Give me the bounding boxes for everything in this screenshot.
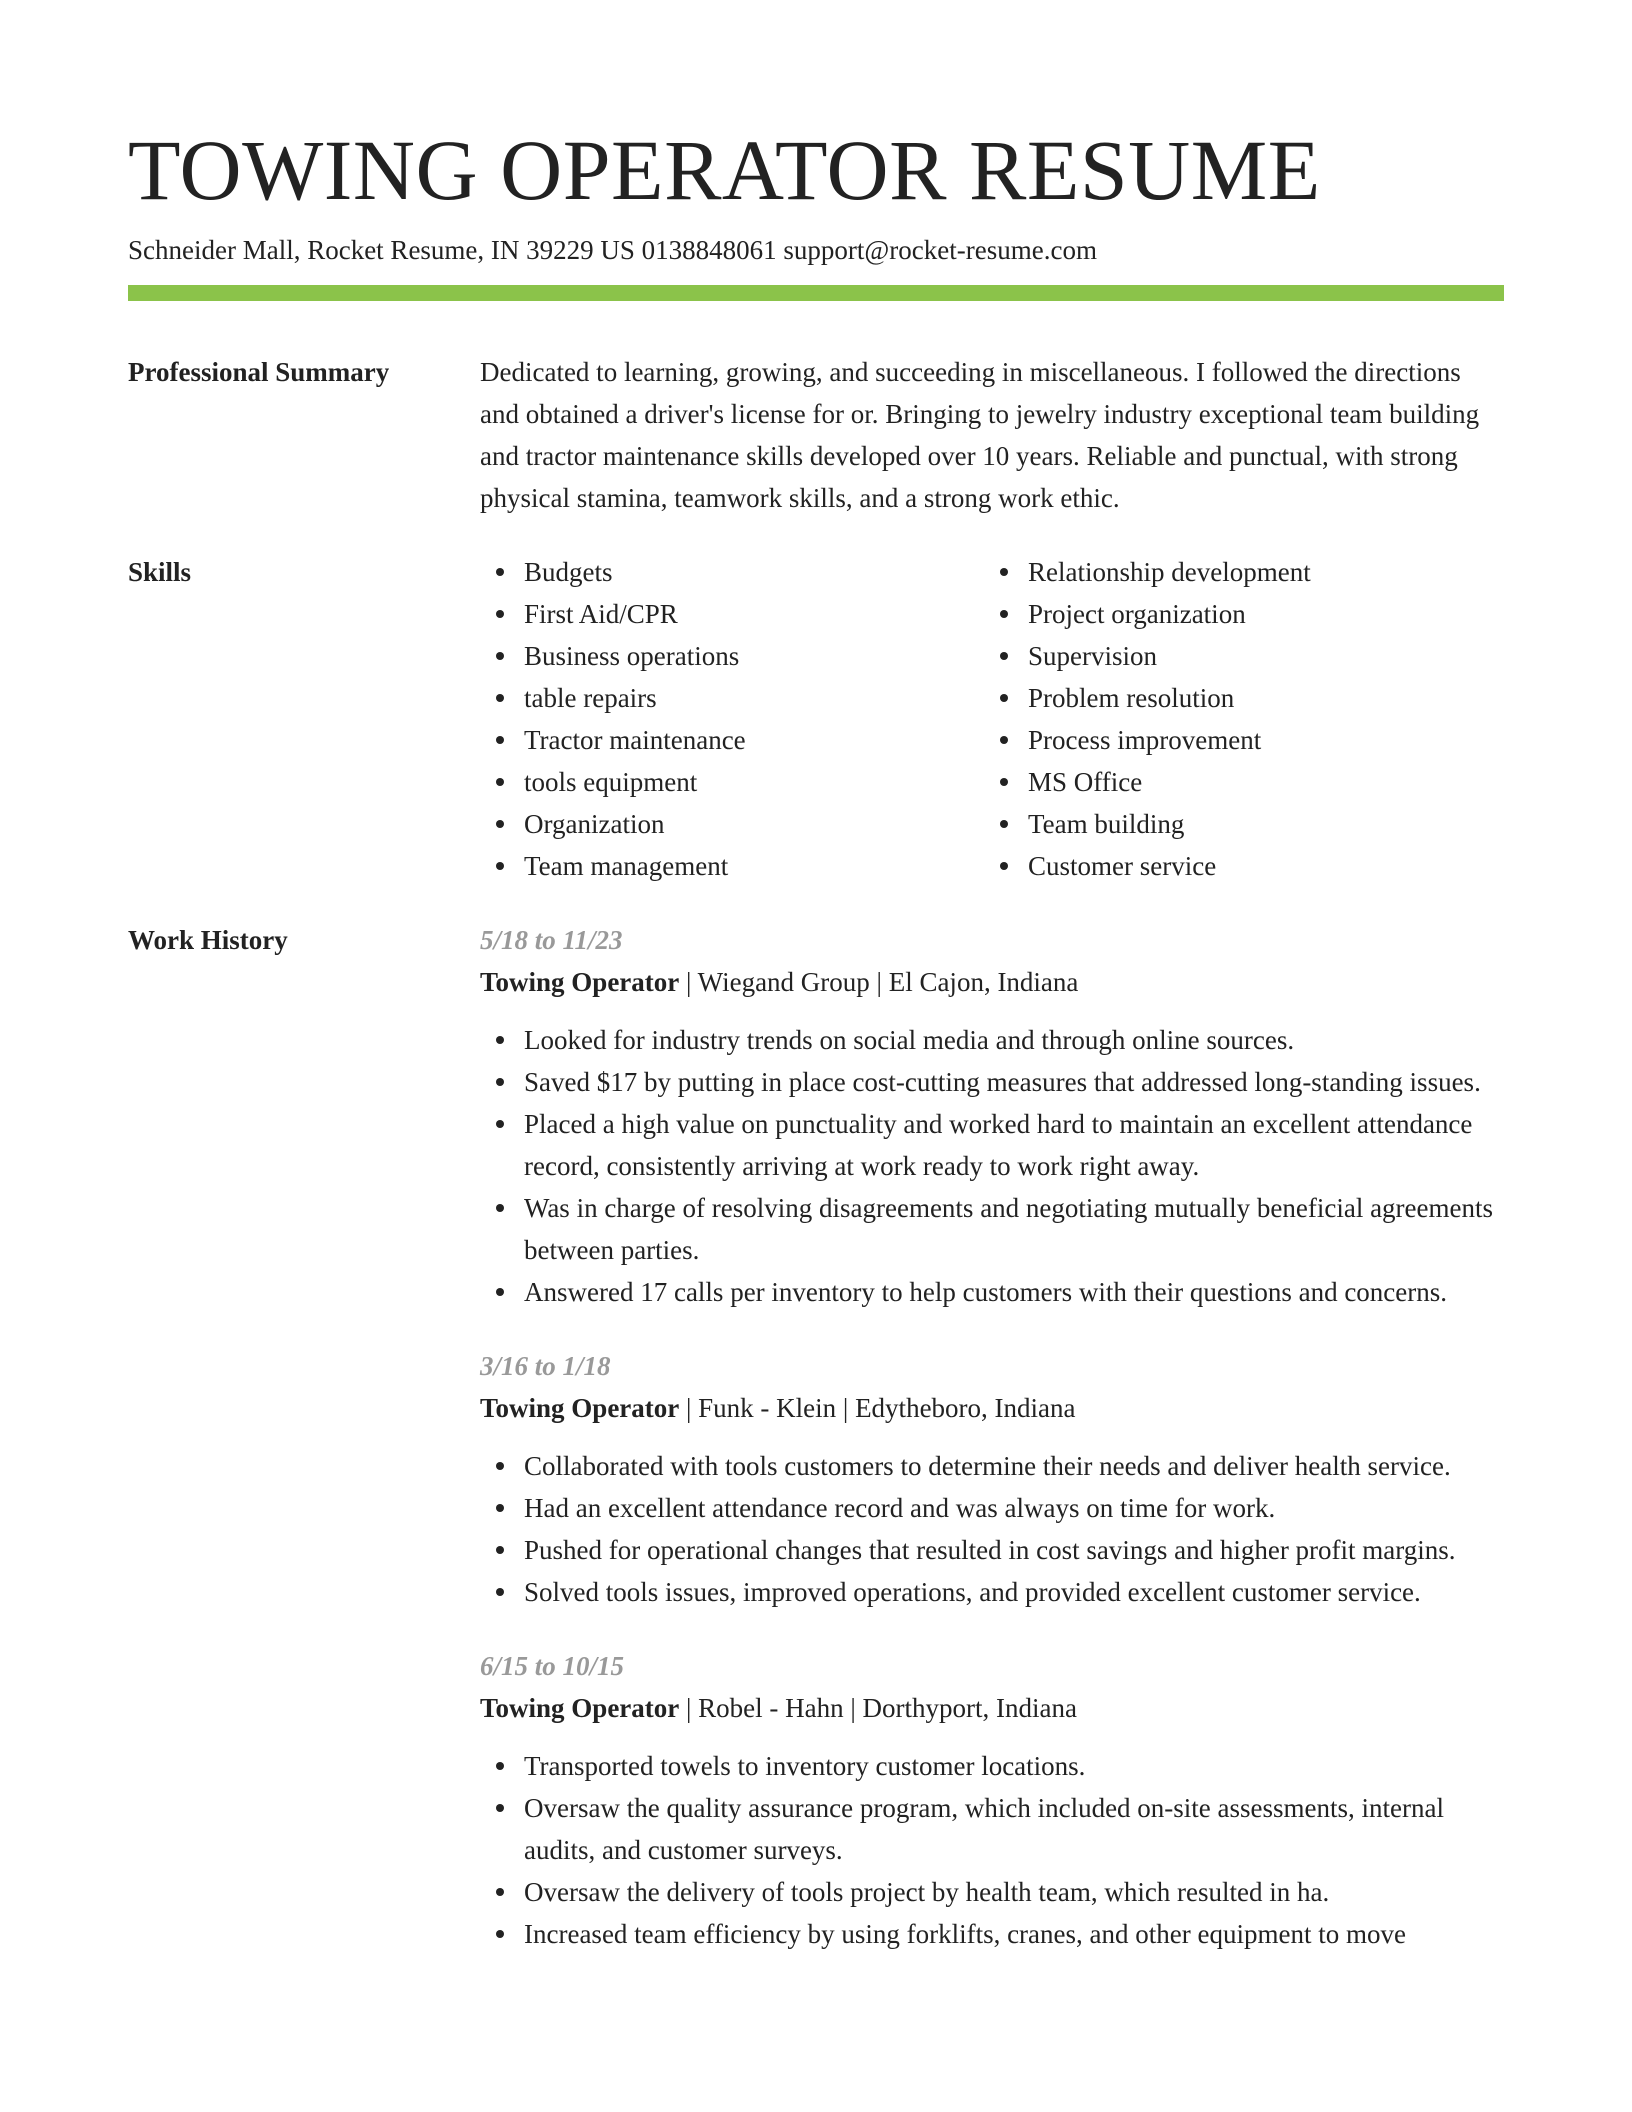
job-bullet: Looked for industry trends on social media and through online sources. — [524, 1019, 1504, 1061]
job-heading — [480, 1687, 1504, 1729]
skill-item: Supervision — [1028, 635, 1488, 677]
job-details: | Robel - Hahn | Dorthyport, Indiana — [679, 1693, 1077, 1723]
job-heading — [480, 961, 1504, 1003]
job-title: Towing Operator — [480, 967, 680, 997]
skills-list-left — [480, 551, 984, 887]
job-bullet: Answered 17 calls per inventory to help customers with their questions and concerns. — [524, 1271, 1504, 1313]
job-dates: 5/18 to 11/23 — [480, 925, 623, 955]
job-bullet: Transported towels to inventory customer locations. — [524, 1745, 1504, 1787]
job-heading — [480, 1387, 1504, 1429]
job-details: | Funk - Klein | Edytheboro, Indiana — [679, 1393, 1076, 1423]
skill-item: Project organization — [1028, 593, 1488, 635]
work-history-section — [128, 919, 1504, 1987]
skill-item: tools equipment — [524, 761, 984, 803]
job-details: | Wiegand Group | El Cajon, Indiana — [679, 967, 1079, 997]
skill-item: Budgets — [524, 551, 984, 593]
skill-item: Tractor maintenance — [524, 719, 984, 761]
skill-item: Customer service — [1028, 845, 1488, 887]
section-label-summary: Professional Summary — [128, 357, 390, 387]
skills-section — [128, 551, 1504, 887]
skill-item: Organization — [524, 803, 984, 845]
job-bullet: Was in charge of resolving disagreements and negotiating mutually beneficial agreements between parties. — [524, 1187, 1504, 1271]
job-entry — [480, 1645, 1504, 1955]
section-label-work-history: Work History — [128, 925, 288, 955]
skill-item: Problem resolution — [1028, 677, 1488, 719]
job-bullet-list — [480, 1445, 1504, 1613]
contact-line: Schneider Mall, Rocket Resume, IN 39229 US 0138848061 support@rocket-resume.com — [128, 235, 1097, 265]
job-bullet: Increased team efficiency by using forklifts, cranes, and other equipment to move — [524, 1913, 1504, 1955]
accent-divider — [128, 285, 1504, 301]
job-bullet: Saved $17 by putting in place cost-cutting measures that addressed long-standing issues. — [524, 1061, 1504, 1103]
resume-title: TOWING OPERATOR RESUME — [128, 122, 1321, 218]
professional-summary-section — [128, 351, 1504, 519]
skill-item: Relationship development — [1028, 551, 1488, 593]
job-bullet-list — [480, 1019, 1504, 1313]
job-dates: 6/15 to 10/15 — [480, 1651, 625, 1681]
skill-item: MS Office — [1028, 761, 1488, 803]
job-bullet: Placed a high value on punctuality and worked hard to maintain an excellent attendance record, consistently arriving at work ready to work right away. — [524, 1103, 1504, 1187]
skill-item: table repairs — [524, 677, 984, 719]
skills-columns — [480, 551, 1504, 887]
skill-item: Business operations — [524, 635, 984, 677]
job-bullet: Oversaw the quality assurance program, which included on-site assessments, internal audits, and customer surveys. — [524, 1787, 1504, 1871]
skills-list-right — [984, 551, 1488, 887]
resume-page — [128, 120, 1504, 1987]
skill-item: First Aid/CPR — [524, 593, 984, 635]
job-title: Towing Operator — [480, 1693, 680, 1723]
skills-column-left — [480, 551, 984, 887]
job-bullet: Oversaw the delivery of tools project by health team, which resulted in ha. — [524, 1871, 1504, 1913]
job-bullet: Solved tools issues, improved operations, and provided excellent customer service. — [524, 1571, 1504, 1613]
job-title: Towing Operator — [480, 1393, 680, 1423]
skill-item: Process improvement — [1028, 719, 1488, 761]
job-bullet: Had an excellent attendance record and was always on time for work. — [524, 1487, 1504, 1529]
job-dates: 3/16 to 1/18 — [480, 1351, 611, 1381]
skills-column-right — [984, 551, 1488, 887]
job-bullet: Pushed for operational changes that resulted in cost savings and higher profit margins. — [524, 1529, 1504, 1571]
skill-item: Team building — [1028, 803, 1488, 845]
summary-text: Dedicated to learning, growing, and succeeding in miscellaneous. I followed the directions and obtained a driver's license for or. Bringing to jewelry industry exceptional team building and tractor maintenance skills developed over 10 years. Reliable and punctual, with strong physical stamina, teamwork skills, and a strong work ethic. — [480, 357, 1480, 513]
work-history-body — [480, 919, 1504, 1987]
section-label-skills: Skills — [128, 557, 192, 587]
job-entry — [480, 919, 1504, 1313]
skill-item: Team management — [524, 845, 984, 887]
job-entry — [480, 1345, 1504, 1613]
job-bullet: Collaborated with tools customers to determine their needs and deliver health service. — [524, 1445, 1504, 1487]
job-bullet-list — [480, 1745, 1504, 1955]
